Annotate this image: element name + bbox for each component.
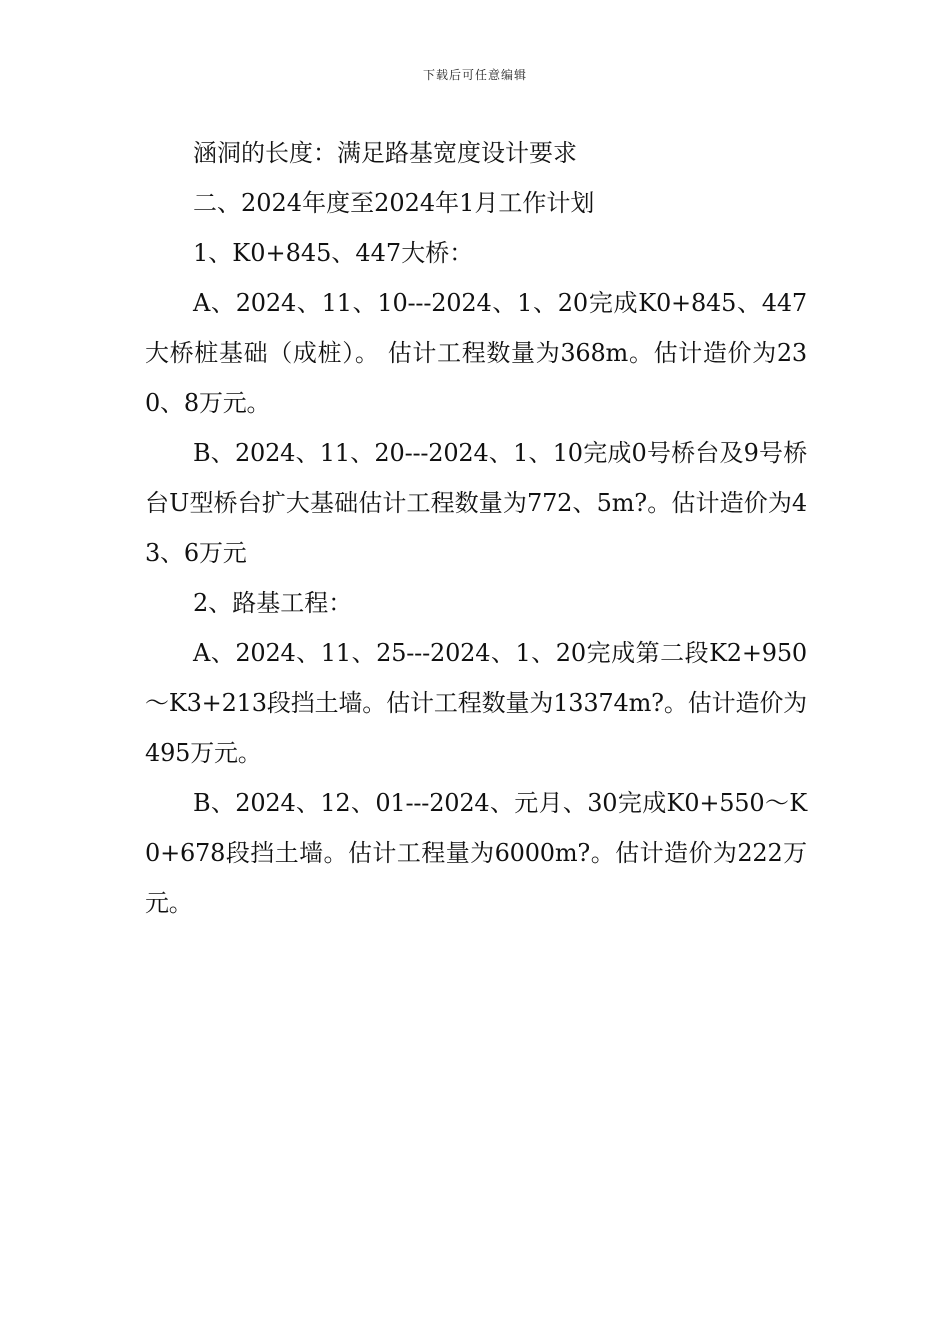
paragraph-bridge-heading: 1、K0+845、447大桥： <box>193 239 474 267</box>
paragraph-roadbed-item-b: B、2024、12、01---2024、元月、30完成K0+550～K0+678段挡土墙。估计工程量为6000m?。估计造价为222万元。 <box>145 789 807 917</box>
paragraph-work-plan-heading: 二、2024年度至2024年1月工作计划 <box>193 189 595 217</box>
paragraph-bridge-item-b: B、2024、11、20---2024、1、10完成0号桥台及9号桥台U型桥台扩大基础估计工程数量为772、5m?。估计造价为43、6万元 <box>145 439 807 567</box>
paragraph-roadbed-item-a: A、2024、11、25---2024、1、20完成第二段K2+950～K3+213段挡土墙。估计工程数量为13374m?。估计造价为495万元。 <box>145 639 807 767</box>
document-body <box>145 128 807 928</box>
paragraph-culvert-length: 涵洞的长度：满足路基宽度设计要求 <box>193 139 577 167</box>
paragraph-bridge-item-a: A、2024、11、10---2024、1、20完成K0+845、447大桥桩基础（成桩）。 估计工程数量为368m。估计造价为230、8万元。 <box>145 289 807 417</box>
paragraph-roadbed-heading: 2、路基工程： <box>193 589 353 617</box>
header-note: 下载后可任意编辑 <box>422 68 527 82</box>
